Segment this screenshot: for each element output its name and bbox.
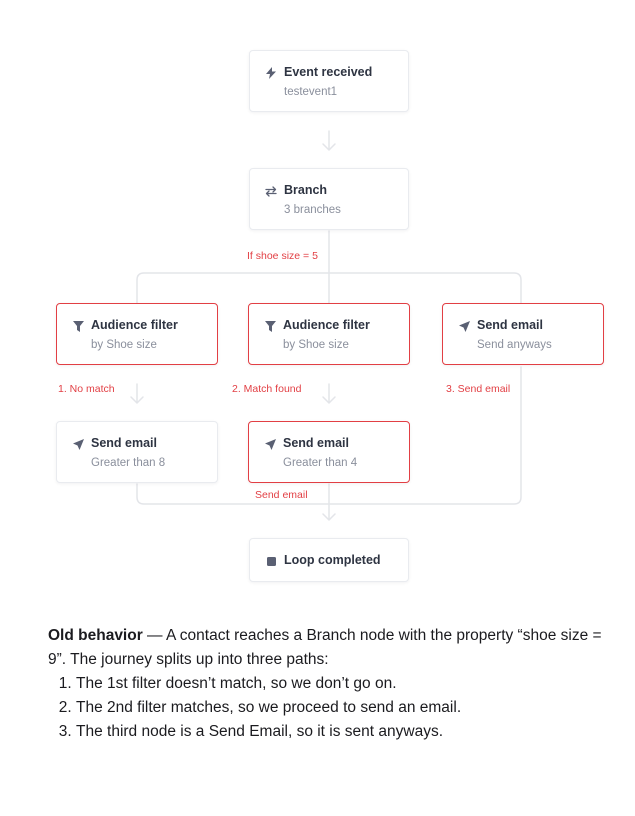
- node-branch[interactable]: [249, 168, 409, 230]
- send-icon: [263, 437, 277, 451]
- description-list: [48, 672, 608, 744]
- stop-square-icon: [264, 554, 278, 568]
- description-lead: [48, 624, 608, 672]
- node-title: Audience filter: [283, 318, 370, 332]
- branch-arrows-icon: [264, 184, 278, 198]
- list-item: 1. The 1st filter doesn’t match, so we don’t go on.: [76, 672, 608, 696]
- funnel-icon: [263, 319, 277, 333]
- node-subtitle: Send anyways: [477, 339, 552, 351]
- arrow-filter1-to-send1: [131, 384, 143, 403]
- node-title: Event received: [284, 65, 373, 79]
- merge-center: [323, 484, 335, 520]
- node-subtitle: by Shoe size: [91, 339, 157, 351]
- node-title: Audience filter: [91, 318, 178, 332]
- node-audience-filter-2[interactable]: [248, 303, 410, 365]
- node-title: Send email: [91, 436, 157, 450]
- path-2-label: 2. Match found: [232, 383, 302, 395]
- send-icon: [457, 319, 471, 333]
- node-event-received[interactable]: [249, 50, 409, 112]
- node-title: Branch: [284, 183, 328, 197]
- list-item: 2. The 2nd filter matches, so we proceed to send an email.: [76, 696, 608, 720]
- node-subtitle: Greater than 4: [283, 457, 358, 469]
- node-send-email-3[interactable]: [442, 303, 604, 365]
- node-title: Send email: [477, 318, 543, 332]
- description-lead-bold: Old behavior: [48, 627, 143, 644]
- description-lead-text: — A contact reaches a Branch node with the property “shoe size = 9”. The journey splits up into three paths:: [48, 627, 602, 668]
- node-loop-completed[interactable]: [249, 538, 409, 582]
- send-email-label: Send email: [255, 489, 308, 501]
- arrow-filter2-to-send2: [323, 384, 335, 403]
- node-subtitle: 3 branches: [284, 204, 341, 216]
- node-title: Loop completed: [284, 553, 381, 567]
- path-3-label: 3. Send email: [446, 383, 511, 395]
- node-subtitle: testevent1: [284, 86, 338, 98]
- node-title: Send email: [283, 436, 349, 450]
- funnel-icon: [71, 319, 85, 333]
- node-send-email-2[interactable]: [248, 421, 410, 483]
- list-item: 3. The third node is a Send Email, so it is sent anyways.: [76, 720, 608, 744]
- path-1-label: 1. No match: [58, 383, 115, 395]
- arrow-event-to-branch: [323, 131, 335, 150]
- node-subtitle: Greater than 8: [91, 457, 166, 469]
- bolt-icon: [264, 66, 278, 80]
- node-audience-filter-1[interactable]: [56, 303, 218, 365]
- send-icon: [71, 437, 85, 451]
- behavior-description: [48, 624, 608, 744]
- branch-condition-label: If shoe size = 5: [247, 250, 318, 262]
- node-send-email-1[interactable]: [56, 421, 218, 483]
- node-subtitle: by Shoe size: [283, 339, 349, 351]
